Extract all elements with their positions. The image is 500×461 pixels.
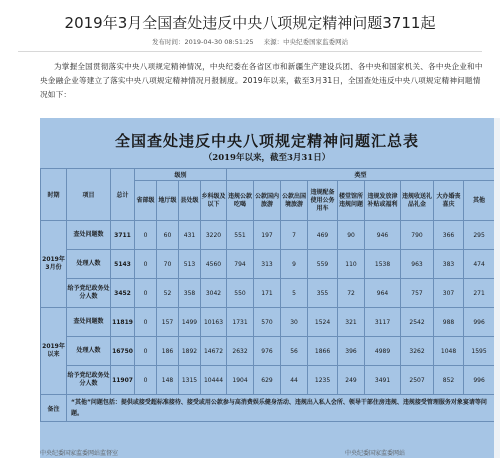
category-cell: 271 [464, 279, 495, 308]
category-cell: 963 [401, 250, 434, 279]
category-cell: 852 [434, 366, 464, 395]
period-label: 2019年3月份 [41, 221, 67, 308]
title-divider [18, 51, 482, 52]
level-cell: 1315 [179, 366, 201, 395]
category-cell: 7 [281, 221, 308, 250]
level-cell: 10163 [201, 308, 227, 337]
item-label: 给予党纪政务处分人数 [67, 366, 111, 395]
level-cell: 0 [135, 279, 157, 308]
table-row [41, 308, 495, 337]
header-period: 时期 [41, 169, 67, 221]
item-label: 查处问题数 [67, 308, 111, 337]
header-category: 其他 [464, 181, 495, 221]
note-text: “其他”问题包括：提供或接受超标准接待、接受或用公款参与高消费娱乐健身活动、违规出入私人会所、领导干部住房违规、违规接受管理服务对象宴请等问题。 [67, 395, 495, 422]
header-category: 违规公款吃喝 [227, 181, 254, 221]
header-category-group: 类型 [227, 169, 495, 181]
category-cell: 44 [281, 366, 308, 395]
level-cell: 10444 [201, 366, 227, 395]
category-cell: 3262 [401, 337, 434, 366]
footer-left: 中央纪委国家监委网站监督室 [40, 450, 119, 457]
level-cell: 1499 [179, 308, 201, 337]
table-row [41, 337, 495, 366]
category-cell: 56 [281, 337, 308, 366]
category-cell: 5 [281, 279, 308, 308]
level-cell: 513 [179, 250, 201, 279]
category-cell: 307 [434, 279, 464, 308]
level-cell: 0 [135, 250, 157, 279]
header-level-group: 级别 [135, 169, 227, 181]
note-label: 备注 [41, 395, 67, 422]
table-row [41, 279, 495, 308]
category-cell: 559 [308, 250, 338, 279]
category-cell: 996 [464, 308, 495, 337]
table-body [41, 221, 495, 395]
summary-document-image [40, 118, 494, 458]
category-cell: 988 [434, 308, 464, 337]
item-label: 给予党纪政务处分人数 [67, 279, 111, 308]
header-category: 楼堂馆所违规问题 [338, 181, 365, 221]
level-cell: 0 [135, 366, 157, 395]
header-category: 公款国内旅游 [254, 181, 281, 221]
category-cell: 976 [254, 337, 281, 366]
category-cell: 313 [254, 250, 281, 279]
category-cell: 1048 [434, 337, 464, 366]
level-cell: 14672 [201, 337, 227, 366]
category-cell: 171 [254, 279, 281, 308]
category-cell: 90 [338, 221, 365, 250]
level-cell: 3042 [201, 279, 227, 308]
table-row [41, 250, 495, 279]
header-category: 违规收送礼品礼金 [401, 181, 434, 221]
level-cell: 4560 [201, 250, 227, 279]
category-cell: 2507 [401, 366, 434, 395]
total-cell: 5143 [111, 250, 135, 279]
category-cell: 570 [254, 308, 281, 337]
level-cell: 0 [135, 337, 157, 366]
category-cell: 1235 [308, 366, 338, 395]
header-category: 公款出国境旅游 [281, 181, 308, 221]
header-category: 大办婚丧喜庆 [434, 181, 464, 221]
header-category: 违规发放津补贴或福利 [365, 181, 401, 221]
level-cell: 157 [157, 308, 179, 337]
category-cell: 1524 [308, 308, 338, 337]
category-cell: 1731 [227, 308, 254, 337]
category-cell: 249 [338, 366, 365, 395]
category-cell: 321 [338, 308, 365, 337]
item-label: 查处问题数 [67, 221, 111, 250]
level-cell: 431 [179, 221, 201, 250]
category-cell: 383 [434, 250, 464, 279]
header-level: 省部级 [135, 181, 157, 221]
level-cell: 0 [135, 308, 157, 337]
article-meta [0, 37, 500, 46]
article-source: 来源：中央纪委国家监委网站 [263, 38, 349, 46]
level-cell: 3220 [201, 221, 227, 250]
summary-table-title: 全国查处违反中央八项规定精神问题汇总表 [114, 132, 419, 150]
category-cell: 1866 [308, 337, 338, 366]
category-cell: 1595 [464, 337, 495, 366]
level-cell: 0 [135, 221, 157, 250]
category-cell: 3491 [365, 366, 401, 395]
summary-table-subtitle: （2019年以来，截至3月31日） [203, 153, 331, 163]
category-cell: 551 [227, 221, 254, 250]
item-label: 处理人数 [67, 250, 111, 279]
category-cell: 110 [338, 250, 365, 279]
level-cell: 1892 [179, 337, 201, 366]
level-cell: 70 [157, 250, 179, 279]
level-cell: 52 [157, 279, 179, 308]
header-item: 项目 [67, 169, 111, 221]
category-cell: 72 [338, 279, 365, 308]
publish-time: 发布时间：2019-04-30 08:51:25 [151, 38, 254, 46]
category-cell: 1538 [365, 250, 401, 279]
category-cell: 366 [434, 221, 464, 250]
category-cell: 474 [464, 250, 495, 279]
category-cell: 9 [281, 250, 308, 279]
header-total: 总计 [111, 169, 135, 221]
category-cell: 2542 [401, 308, 434, 337]
category-cell: 396 [338, 337, 365, 366]
level-cell: 60 [157, 221, 179, 250]
category-cell: 550 [227, 279, 254, 308]
category-cell: 964 [365, 279, 401, 308]
total-cell: 16750 [111, 337, 135, 366]
category-cell: 30 [281, 308, 308, 337]
category-cell: 794 [227, 250, 254, 279]
category-cell: 790 [401, 221, 434, 250]
total-cell: 11819 [111, 308, 135, 337]
category-cell: 946 [365, 221, 401, 250]
level-cell: 186 [157, 337, 179, 366]
article-title: 2019年3月全国查处违反中央八项规定精神问题3711起 [64, 14, 436, 32]
level-cell: 148 [157, 366, 179, 395]
header-level: 县处级 [179, 181, 201, 221]
header-level: 乡科级及以下 [201, 181, 227, 221]
category-cell: 1904 [227, 366, 254, 395]
category-cell: 355 [308, 279, 338, 308]
scrollbar-track[interactable] [494, 118, 500, 458]
total-cell: 3452 [111, 279, 135, 308]
table-row [41, 221, 495, 250]
total-cell: 3711 [111, 221, 135, 250]
category-cell: 4989 [365, 337, 401, 366]
category-cell: 2632 [227, 337, 254, 366]
category-cell: 629 [254, 366, 281, 395]
category-cell: 3117 [365, 308, 401, 337]
header-category: 违规配备使用公务用车 [308, 181, 338, 221]
category-cell: 469 [308, 221, 338, 250]
category-cell: 996 [464, 366, 495, 395]
level-cell: 358 [179, 279, 201, 308]
total-cell: 11907 [111, 366, 135, 395]
category-cell: 757 [401, 279, 434, 308]
table-row [41, 366, 495, 395]
category-cell: 197 [254, 221, 281, 250]
summary-table [40, 168, 495, 422]
item-label: 处理人数 [67, 337, 111, 366]
article-intro: 为掌握全国贯彻落实中央八项规定精神情况，中央纪委在各省区市和新疆生产建设兵团、各中央和国家机关、各中央企业和中央金融企业等建立了落实中央八项规定精神情况月报制度。2019年以来，截至3月31日，全国查处违反中央八项规定精神问题情况如下： [40, 62, 483, 99]
header-level: 地厅级 [157, 181, 179, 221]
period-label: 2019年以来 [41, 308, 67, 395]
category-cell: 295 [464, 221, 495, 250]
footer-right: 中央纪委国家监委网站 [345, 450, 406, 457]
footer-band [40, 445, 494, 461]
